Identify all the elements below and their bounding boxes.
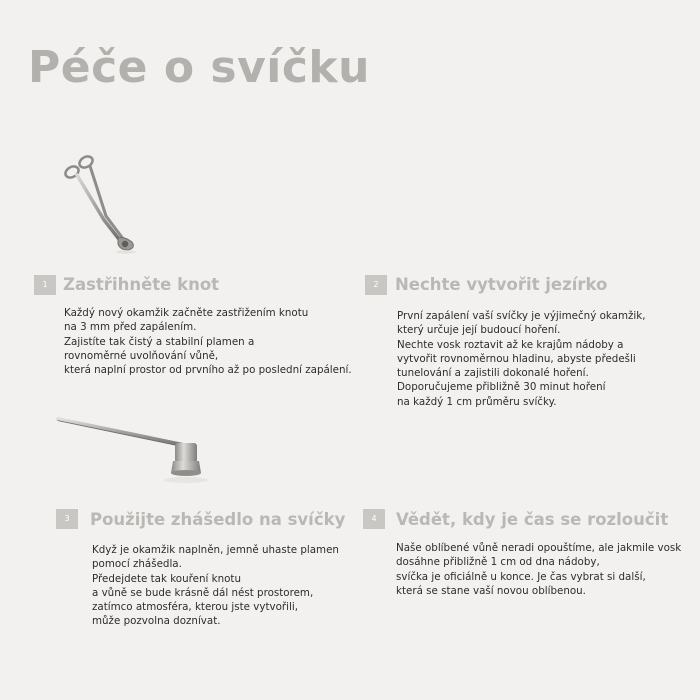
text-line: který určuje její budoucí hoření. bbox=[397, 324, 561, 337]
step-description bbox=[397, 309, 646, 409]
step-description bbox=[92, 543, 339, 629]
text-line: zatímco atmosféra, kterou jste vytvořili, bbox=[92, 601, 298, 614]
text-line: a vůně se bude krásně dál nést prostorem, bbox=[92, 586, 314, 599]
text-line: na každý 1 cm průměru svíčky. bbox=[397, 395, 557, 408]
text-line: Doporučujeme přibližně 30 minut hoření bbox=[397, 381, 606, 394]
text-line: vytvořit rovnoměrnou hladinu, abyste předešli bbox=[397, 352, 636, 365]
text-line: na 3 mm před zapálením. bbox=[64, 321, 197, 334]
text-line: která naplní prostor od prvního až po poslední zapálení. bbox=[64, 364, 352, 377]
text-line: Zajistíte tak čistý a stabilní plamen a bbox=[64, 335, 255, 348]
step-title: Nechte vytvořit jezírko bbox=[395, 275, 608, 294]
step-number-badge: 1 bbox=[34, 275, 56, 295]
step-number-badge: 2 bbox=[365, 275, 387, 295]
text-line: Předejdete tak kouření knotu bbox=[92, 572, 241, 585]
text-line: První zapálení vaší svíčky je výjimečný okamžik, bbox=[397, 310, 646, 322]
text-line: Nechte vosk roztavit až ke krajům nádoby a bbox=[397, 338, 624, 351]
step-number-badge: 4 bbox=[363, 509, 385, 529]
text-line: Když je okamžik naplněn, jemně uhaste plamen bbox=[92, 544, 339, 556]
text-line: pomocí zhášedla. bbox=[92, 558, 182, 571]
text-line: může pozvolna doznívat. bbox=[92, 615, 221, 628]
step-title: Vědět, kdy je čas se rozloučit bbox=[396, 510, 669, 529]
text-line: rovnoměrné uvolňování vůně, bbox=[64, 349, 219, 362]
text-line: Každý nový okamžik začněte zastřižením knotu bbox=[64, 307, 309, 319]
page-title: Péče o svíčku bbox=[28, 42, 370, 93]
step-title: Použijte zhášedlo na svíčky bbox=[90, 510, 346, 529]
candle-snuffer-icon bbox=[55, 413, 215, 493]
text-line: dosáhne přibližně 1 cm od dna nádoby, bbox=[396, 556, 600, 569]
text-line: svíčka je oficiálně u konce. Je čas vybrat si další, bbox=[396, 570, 646, 583]
text-line: tunelování a zajistili dokonalé hoření. bbox=[397, 367, 589, 380]
text-line: Naše oblíbené vůně neradi opouštíme, ale jakmile vosk bbox=[396, 542, 682, 554]
step-number-badge: 3 bbox=[56, 509, 78, 529]
text-line: která se stane vaší novou oblíbenou. bbox=[396, 584, 586, 597]
step-title: Zastřihněte knot bbox=[63, 275, 220, 294]
wick-trimmer-icon bbox=[62, 150, 152, 260]
step-description bbox=[64, 306, 352, 377]
step-description bbox=[396, 541, 681, 598]
